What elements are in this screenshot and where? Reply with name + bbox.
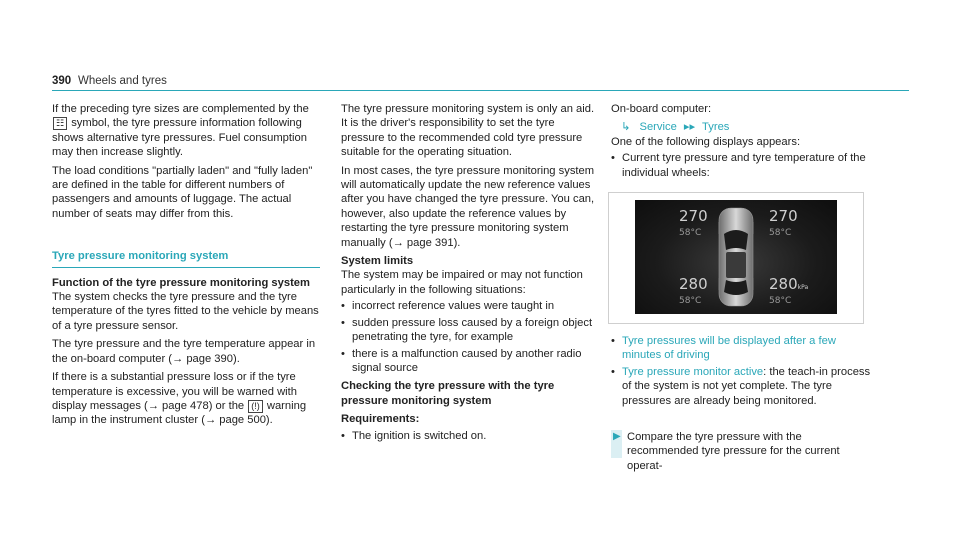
requirements-heading: Requirements: xyxy=(341,413,420,426)
displays-list xyxy=(611,151,871,180)
rear-right-temperature: 58°C xyxy=(769,296,792,307)
rear-left-pressure: 280 xyxy=(679,275,708,294)
paragraph-text: warning lamp in the instrument cluster (→ page 500). xyxy=(52,399,307,427)
list-item xyxy=(341,316,599,345)
tyre-pressure-display-image xyxy=(608,192,864,324)
menu-item-tyres: Tyres xyxy=(702,121,730,134)
page-number: 390 xyxy=(52,75,72,87)
list-item-text: The ignition is switched on. xyxy=(352,429,487,442)
menu-return-arrow-icon: ↳ xyxy=(621,121,631,134)
paragraph-text: If the preceding tyre sizes are complemented by the xyxy=(52,103,309,115)
system-limits-heading: System limits xyxy=(341,255,414,268)
list-item-text: sudden pressure loss caused by a foreign object penetrating the tyre, for example xyxy=(352,316,593,344)
menu-separator-icon: ▸▸ xyxy=(683,121,696,134)
list-item xyxy=(341,429,599,443)
list-item-text: incorrect reference values were taught in xyxy=(352,300,555,313)
rear-left-temperature: 58°C xyxy=(679,296,702,307)
front-right-pressure: 270 xyxy=(769,207,798,226)
bullet: • xyxy=(341,347,345,360)
tyre-warning-lamp-icon: (!) xyxy=(248,400,263,413)
bullet: • xyxy=(611,365,615,378)
checking-heading: Checking the tyre pressure with the tyre pressure monitoring system xyxy=(341,380,555,407)
rear-right-pressure-value: 280 xyxy=(769,275,798,294)
paragraph-tyre-sizes xyxy=(52,102,320,160)
list-item xyxy=(341,299,599,313)
status-messages-list xyxy=(611,334,871,408)
list-item-text: there is a malfunction caused by another radio signal source xyxy=(352,347,582,374)
header-rule xyxy=(52,90,909,91)
paragraph-text: symbol, the tyre pressure information following shows alternative tyre pressures. Fuel consumption may then increase slightly. xyxy=(52,117,307,159)
bullet: • xyxy=(611,335,615,348)
page-header xyxy=(52,72,909,92)
bullet: • xyxy=(341,300,345,313)
front-right-temperature: 58°C xyxy=(769,228,792,239)
bullet: • xyxy=(611,152,615,165)
bullet: • xyxy=(341,429,345,442)
tyre-pressure-screen xyxy=(635,200,837,314)
requirements-list xyxy=(341,429,599,443)
menu-path xyxy=(611,120,871,134)
subsection-heading: Function of the tyre pressure monitoring system xyxy=(52,276,310,289)
status-message-text: Tyre pressure monitor active xyxy=(622,365,764,378)
list-item xyxy=(611,334,871,363)
list-item-text: : the teach-in process of the system is not yet complete. The tyre pressures are already being monitored. xyxy=(622,365,871,407)
list-item xyxy=(611,365,871,408)
displays-intro: One of the following displays appears: xyxy=(611,135,801,148)
column-left xyxy=(52,102,320,428)
action-step-marker xyxy=(611,430,622,458)
pressure-unit: kPa xyxy=(797,284,809,292)
system-limits-list xyxy=(341,299,599,375)
play-triangle-icon: ▶ xyxy=(613,431,621,443)
paragraph-system-checks: The system checks the tyre pressure and the tyre temperature of the tyres fitted to the vehicle by means of a tyre pressure sensor. xyxy=(52,291,319,332)
list-item-text: Current tyre pressure and tyre temperature of the individual wheels: xyxy=(622,152,866,179)
menu-item-service: Service xyxy=(639,121,677,134)
onboard-computer-label: On-board computer: xyxy=(611,103,712,115)
paragraph-reference-values: In most cases, the tyre pressure monitoring system will automatically update the new reference values after you have changed the tyre pressure. You can, however, also update the reference values by restarting the tyre pressure monitoring system manually (→ page 391). xyxy=(341,164,595,249)
paragraph-display: The tyre pressure and the tyre temperature appear in the on-board computer (→ page 390). xyxy=(52,338,316,365)
column-middle xyxy=(341,102,599,443)
section-title: Wheels and tyres xyxy=(78,75,167,87)
bullet: • xyxy=(341,316,345,329)
section-heading: Tyre pressure monitoring system xyxy=(52,249,320,267)
paragraph-load-conditions: The load conditions "partially laden" and "fully laden" are defined in the table for different numbers of passengers and amounts of luggage. The actual number of seats may differ from this. xyxy=(52,164,313,220)
status-message-text: Tyre pressures will be displayed after a few minutes of driving xyxy=(622,335,836,362)
car-top-view-icon xyxy=(718,206,754,308)
system-limits-intro: The system may be impaired or may not function particularly in the following situations: xyxy=(341,269,583,296)
paragraph-driver-responsibility: The tyre pressure monitoring system is only an aid. It is the driver's responsibility to set the tyre pressure to the recommended cold tyre pressure suitable for the operating situation. xyxy=(341,103,595,159)
action-step xyxy=(611,430,871,473)
front-left-temperature: 58°C xyxy=(679,228,702,239)
front-left-pressure: 270 xyxy=(679,207,708,226)
list-item xyxy=(611,151,871,180)
rear-right-pressure xyxy=(769,276,808,296)
column-right xyxy=(611,102,871,473)
tyre-info-icon: ☷ xyxy=(53,117,67,130)
list-item xyxy=(341,347,599,376)
paragraph-text: If there is a substantial pressure loss or if the tyre temperature is excessive, you will be warned with display messages (→ page 478) or the xyxy=(52,371,297,412)
paragraph-warning xyxy=(52,370,320,428)
action-step-text: Compare the tyre pressure with the recommended tyre pressure for the current operat- xyxy=(627,431,840,472)
